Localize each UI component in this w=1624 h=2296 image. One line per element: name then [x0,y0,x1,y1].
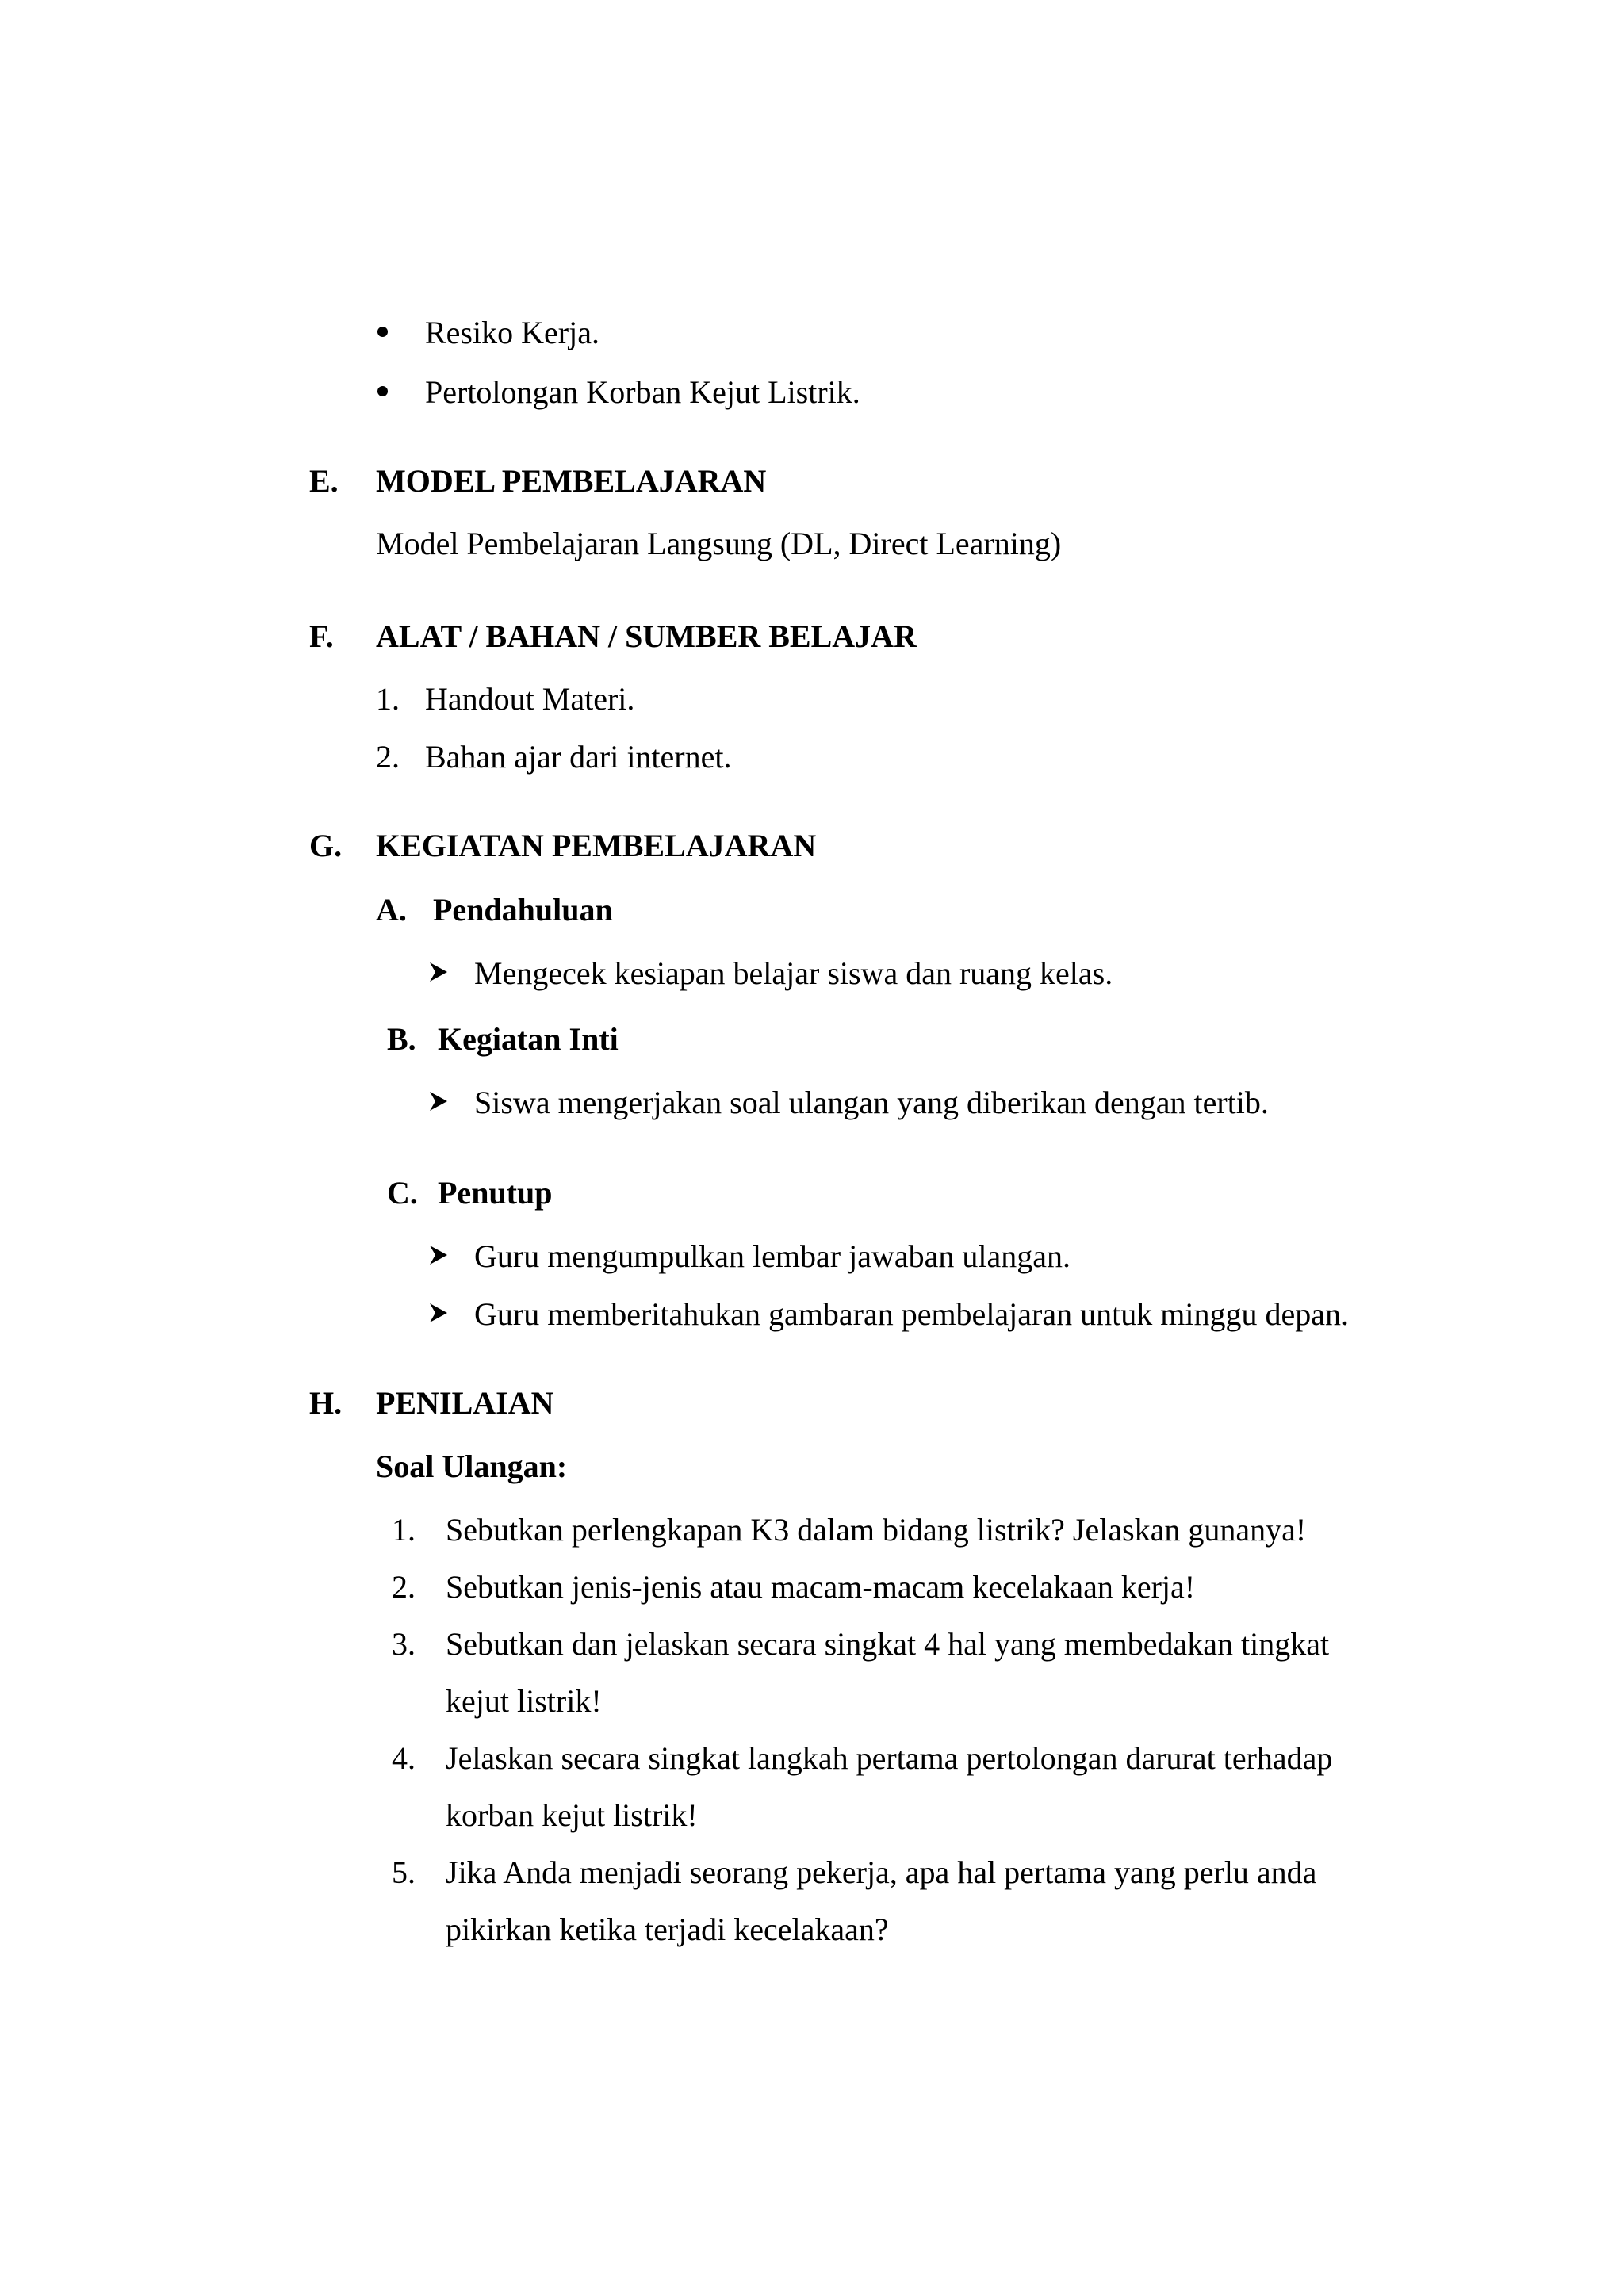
question-text: pikirkan ketika terjadi kecelakaan? [446,1911,889,1947]
section-letter: G. [309,828,343,863]
section-heading: PENILAIAN [376,1385,554,1421]
subsection-letter: A. [376,892,407,928]
subsection-letter: C. [387,1175,418,1211]
subsection-letter: B. [387,1021,416,1057]
arrow-bullet-icon [428,1090,449,1112]
section-letter: H. [309,1385,343,1421]
question-text: Sebutkan dan jelaskan secara singkat 4 hal yang membedakan tingkat [446,1626,1330,1662]
subsection-item: Mengecek kesiapan belajar siswa dan ruang kelas. [474,955,1113,991]
subsection-heading: Kegiatan Inti [438,1021,619,1057]
question-text: Jelaskan secara singkat langkah pertama pertolongan darurat terhadap [446,1740,1333,1776]
arrow-bullet-icon [428,961,449,983]
section-letter: E. [309,463,339,499]
bullet-dot-icon [377,386,388,396]
list-item: Bahan ajar dari internet. [425,739,732,775]
arrow-bullet-icon [428,1302,449,1324]
question-number: 4. [392,1740,416,1776]
subsection-item: Siswa mengerjakan soal ulangan yang diberikan dengan tertib. [474,1085,1269,1120]
section-subtitle: Soal Ulangan: [376,1448,568,1484]
bullet-item: Resiko Kerja. [425,315,599,350]
question-text: kejut listrik! [446,1683,602,1719]
bullet-dot-icon [377,327,388,337]
arrow-bullet-icon [428,1244,449,1266]
question-text: Sebutkan jenis-jenis atau macam-macam kecelakaan kerja! [446,1569,1196,1605]
subsection-heading: Penutup [438,1175,553,1211]
section-letter: F. [309,618,334,654]
subsection-heading: Pendahuluan [433,892,613,928]
question-number: 2. [392,1569,416,1605]
list-number: 1. [376,681,400,717]
section-heading: ALAT / BAHAN / SUMBER BELAJAR [376,618,917,654]
question-number: 5. [392,1854,416,1890]
subsection-item: Guru mengumpulkan lembar jawaban ulangan. [474,1238,1071,1274]
question-text: Sebutkan perlengkapan K3 dalam bidang listrik? Jelaskan gunanya! [446,1512,1307,1548]
question-text: Jika Anda menjadi seorang pekerja, apa hal pertama yang perlu anda [446,1854,1317,1890]
question-text: korban kejut listrik! [446,1797,698,1833]
subsection-item: Guru memberitahukan gambaran pembelajaran untuk minggu depan. [474,1296,1349,1332]
list-number: 2. [376,739,400,775]
bullet-item: Pertolongan Korban Kejut Listrik. [425,374,860,410]
section-heading: KEGIATAN PEMBELAJARAN [376,828,817,863]
section-heading: MODEL PEMBELAJARAN [376,463,767,499]
question-number: 1. [392,1512,416,1548]
section-text: Model Pembelajaran Langsung (DL, Direct Learning) [376,526,1062,561]
question-number: 3. [392,1626,416,1662]
list-item: Handout Materi. [425,681,635,717]
